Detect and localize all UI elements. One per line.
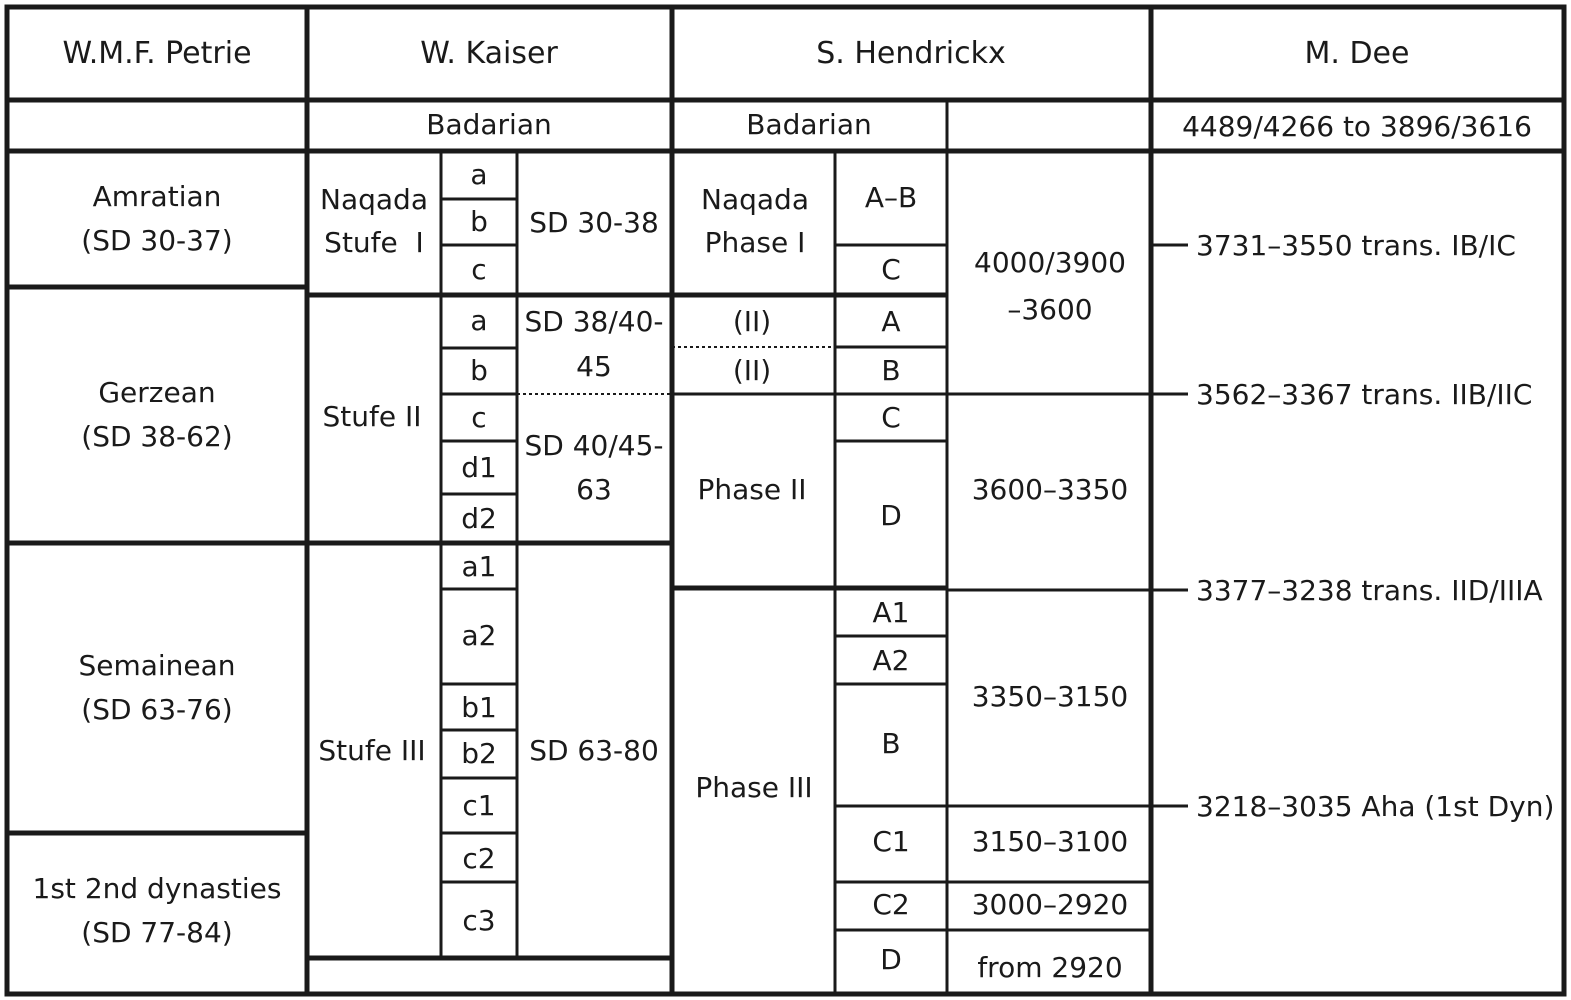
petrie-gerzean: Gerzean — [98, 376, 216, 409]
hendrickx-date-3: 3350–3150 — [971, 680, 1129, 713]
hendrickx-phase1-line2: Phase I — [704, 226, 806, 259]
header-hendrickx: S. Hendrickx — [816, 36, 1006, 71]
dee-transition-2: 3562–3367 trans. IIB/IIC — [1196, 378, 1533, 411]
petrie-gerzean-sd: (SD 38-62) — [81, 420, 233, 453]
hendrickx-date-2: 3600–3350 — [971, 473, 1129, 506]
petrie-dynasties: 1st 2nd dynasties — [32, 872, 282, 905]
kaiser-stufe3: Stufe III — [318, 734, 426, 767]
kaiser-subphase: c1 — [462, 789, 496, 822]
dee-badarian-range: 4489/4266 to 3896/3616 — [1182, 110, 1532, 143]
kaiser-subphase: a — [470, 158, 488, 191]
kaiser-sd-range-2b: SD 40/45- — [524, 429, 664, 462]
hendrickx-subphase: B — [881, 354, 901, 387]
kaiser-stufe1-line2: Stufe I — [324, 226, 424, 259]
kaiser-subphase: d2 — [461, 502, 497, 535]
kaiser-subphase: c — [471, 253, 487, 286]
kaiser-subphase: a2 — [461, 619, 497, 652]
header-dee: M. Dee — [1304, 36, 1410, 71]
header-petrie: W.M.F. Petrie — [62, 36, 252, 71]
petrie-dynasties-sd: (SD 77-84) — [81, 916, 233, 949]
hendrickx-subphase: A — [881, 305, 901, 338]
petrie-semainean-sd: (SD 63-76) — [81, 693, 233, 726]
kaiser-stufe2: Stufe II — [322, 400, 422, 433]
hendrickx-date-5: 3000–2920 — [971, 888, 1129, 921]
kaiser-subphase: b — [470, 205, 488, 238]
kaiser-subphase: c2 — [462, 842, 496, 875]
kaiser-subphase: d1 — [461, 451, 497, 484]
petrie-semainean: Semainean — [78, 649, 236, 682]
kaiser-badarian: Badarian — [426, 108, 552, 141]
hendrickx-phase2: Phase II — [697, 473, 807, 506]
kaiser-sd-range-3: SD 63-80 — [529, 734, 659, 767]
kaiser-sd-range-1: SD 30-38 — [529, 206, 659, 239]
kaiser-subphase: b2 — [461, 737, 497, 770]
petrie-amratian: Amratian — [92, 180, 222, 213]
hendrickx-paren-2: (II) — [732, 354, 772, 387]
dee-transition-3: 3377–3238 trans. IID/IIIA — [1196, 574, 1543, 607]
kaiser-subphase: b1 — [461, 691, 497, 724]
kaiser-subphase: c — [471, 401, 487, 434]
kaiser-subphase: a — [470, 304, 488, 337]
hendrickx-subphase: C — [881, 401, 901, 434]
dee-transition-4: 3218–3035 Aha (1st Dyn) — [1196, 790, 1555, 823]
hendrickx-subphase: D — [880, 499, 902, 532]
hendrickx-subphase: D — [880, 943, 902, 976]
hendrickx-date-4: 3150–3100 — [971, 825, 1129, 858]
kaiser-subphase: a1 — [461, 550, 497, 583]
hendrickx-subphase: C1 — [872, 825, 910, 858]
petrie-amratian-sd: (SD 30-37) — [81, 224, 233, 257]
kaiser-sd-range-2b-end: 63 — [576, 473, 612, 506]
header-kaiser: W. Kaiser — [420, 36, 558, 71]
kaiser-stufe1-line1: Naqada — [320, 183, 428, 216]
hendrickx-badarian: Badarian — [746, 108, 872, 141]
hendrickx-date-6: from 2920 — [977, 951, 1123, 984]
hendrickx-subphase: A1 — [872, 596, 910, 629]
hendrickx-subphase: A2 — [872, 644, 910, 677]
hendrickx-subphase: C2 — [872, 888, 910, 921]
hendrickx-date-1: 4000/3900 — [974, 246, 1126, 279]
kaiser-subphase: b — [470, 354, 488, 387]
hendrickx-subphase: C — [881, 253, 901, 286]
kaiser-sd-range-2a-end: 45 — [576, 350, 612, 383]
hendrickx-phase3: Phase III — [695, 771, 813, 804]
hendrickx-paren-1: (II) — [732, 305, 772, 338]
hendrickx-phase1-line1: Naqada — [701, 183, 809, 216]
hendrickx-subphase: B — [881, 727, 901, 760]
kaiser-sd-range-2a: SD 38/40- — [524, 305, 664, 338]
dee-transition-1: 3731–3550 trans. IB/IC — [1196, 229, 1516, 262]
hendrickx-subphase: A–B — [864, 181, 918, 214]
kaiser-subphase: c3 — [462, 904, 496, 937]
hendrickx-date-1-end: –3600 — [1007, 293, 1093, 326]
